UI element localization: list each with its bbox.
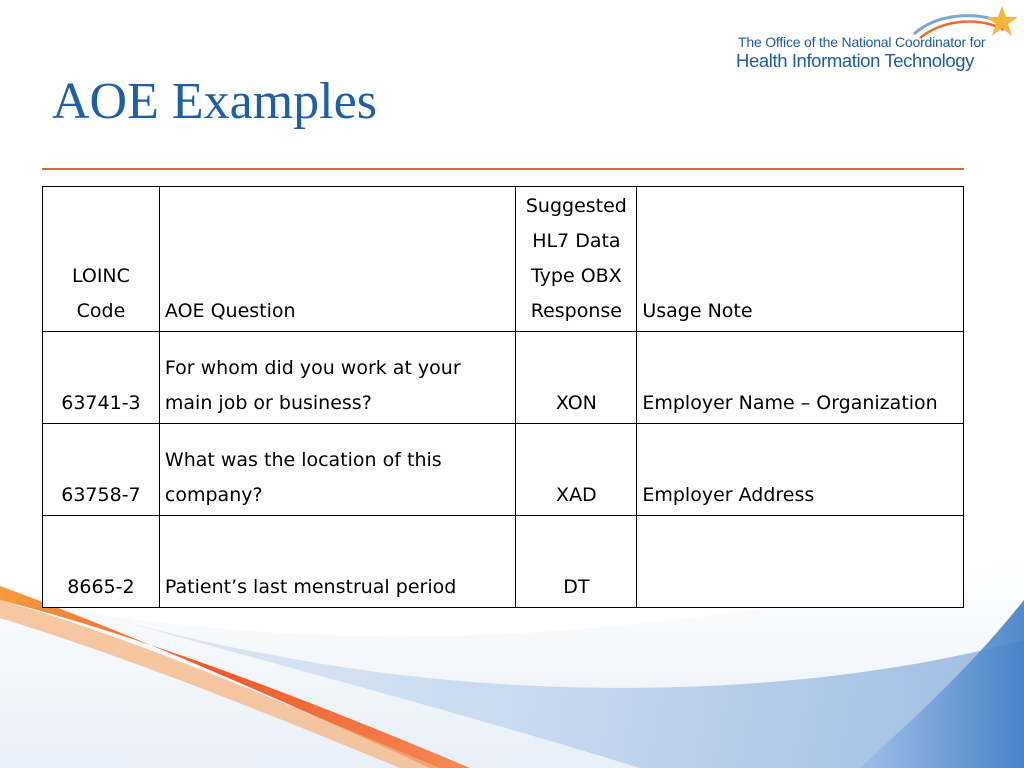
logo-line-1: The Office of the National Coordinator for [738,34,986,50]
cell-loinc-code: 8665-2 [43,516,160,608]
onc-logo [736,4,1020,74]
cell-aoe-question: What was the location of this company? [159,424,515,516]
cell-loinc-code: 63758-7 [43,424,160,516]
header-loinc-code: LOINC Code [43,187,160,332]
cell-usage-note [637,516,964,608]
header-hl7-data-type: Suggested HL7 Data Type OBX Response [516,187,637,332]
cell-hl7-data-type: DT [516,516,637,608]
title-divider [42,168,964,170]
cell-hl7-data-type: XON [516,332,637,424]
aoe-table [42,186,964,608]
header-usage-note: Usage Note [637,187,964,332]
cell-hl7-data-type: XAD [516,424,637,516]
table-row [43,332,964,424]
cell-loinc-code: 63741-3 [43,332,160,424]
table-row [43,516,964,608]
slide-title: AOE Examples [52,73,377,130]
cell-usage-note: Employer Name – Organization [637,332,964,424]
cell-usage-note: Employer Address [637,424,964,516]
table-row [43,424,964,516]
cell-aoe-question: Patient’s last menstrual period [159,516,515,608]
table-header-row [43,187,964,332]
header-aoe-question: AOE Question [159,187,515,332]
cell-aoe-question: For whom did you work at your main job or business? [159,332,515,424]
logo-line-2: Health Information Technology [736,50,974,71]
